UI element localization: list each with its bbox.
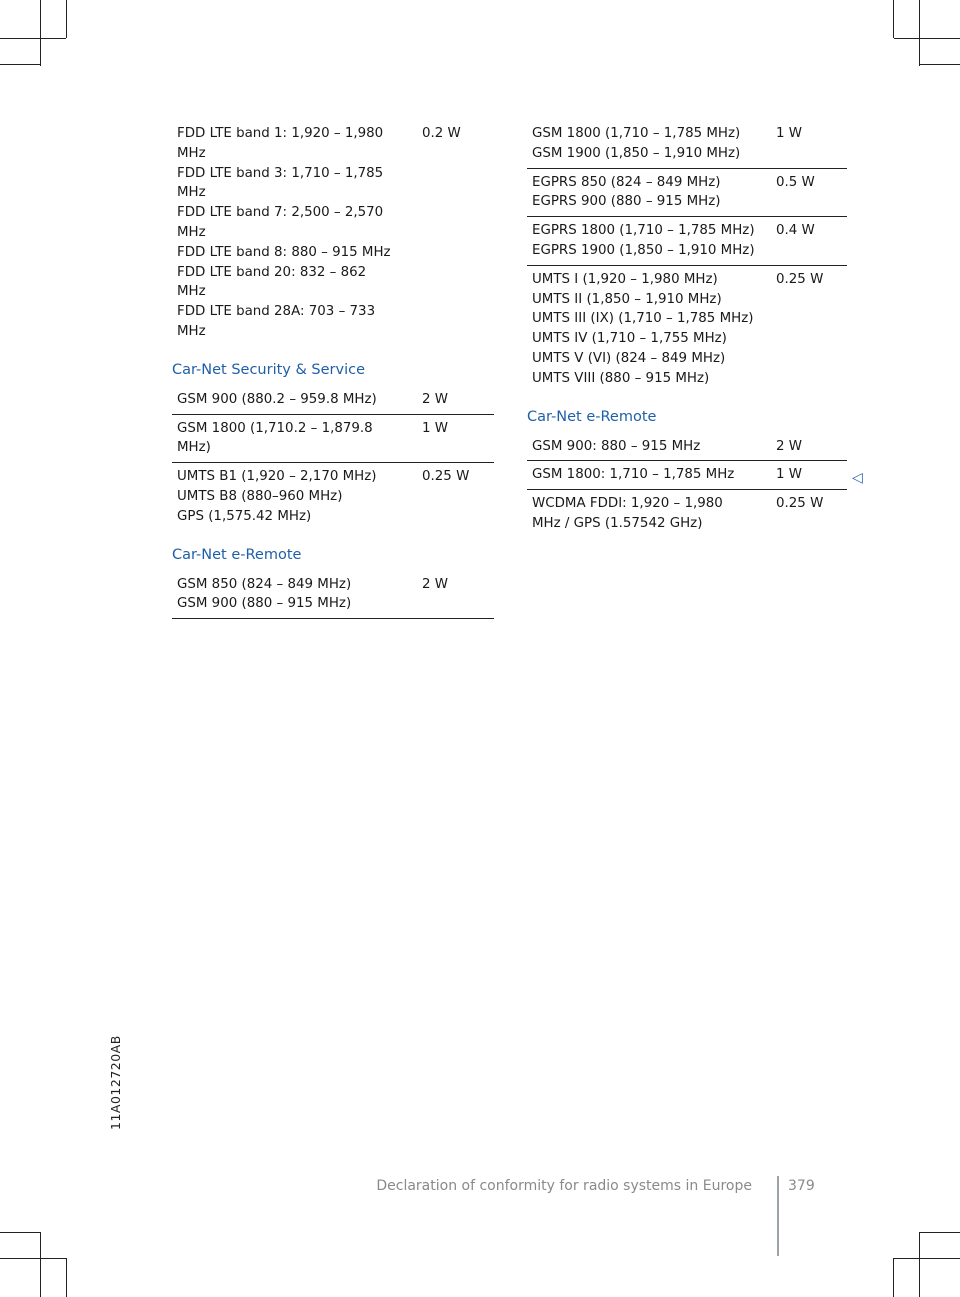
- crop-mark: [0, 1258, 66, 1259]
- band-line: GSM 900 (880.2 – 959.8 MHz): [177, 391, 377, 407]
- power-cell: 1 W: [776, 126, 803, 141]
- band-line: FDD LTE band 3: 1,710 – 1,785: [177, 165, 384, 181]
- e-remote-table: [172, 571, 494, 620]
- band-line: MHz: [177, 224, 206, 240]
- band-line: EGPRS 850 (824 – 849 MHz): [532, 174, 721, 190]
- gsm-umts-table: [527, 120, 847, 393]
- crop-mark: [0, 38, 66, 39]
- table-row: [172, 571, 494, 619]
- band-line: GSM 900 (880 – 915 MHz): [177, 596, 352, 612]
- footer-divider: [777, 1176, 779, 1256]
- lte-band-table: [172, 120, 494, 346]
- band-line: WCDMA FDDI: 1,920 – 1,980: [532, 496, 723, 512]
- crop-mark: [894, 1258, 960, 1259]
- table-row: [172, 414, 494, 463]
- band-cell: [527, 433, 771, 461]
- power-cell: 2 W: [422, 576, 449, 592]
- band-line: MHz): [177, 440, 211, 456]
- crop-mark: [0, 1232, 40, 1233]
- band-line: UMTS III (IX) (1,710 – 1,785 MHz): [532, 311, 754, 327]
- band-cell: [172, 463, 417, 531]
- crop-mark: [919, 1232, 920, 1297]
- footer-chapter-title: Declaration of conformity for radio systems in Europe: [376, 1178, 752, 1194]
- band-line: UMTS I (1,920 – 1,980 MHz): [532, 271, 718, 287]
- band-line: MHz: [177, 284, 206, 300]
- power-cell: 1 W: [422, 420, 449, 436]
- crop-mark: [893, 0, 894, 38]
- band-line: FDD LTE band 20: 832 – 862: [177, 264, 367, 280]
- section-heading-e-remote: Car-Net e-Remote: [172, 546, 302, 563]
- band-cell: [527, 461, 771, 490]
- table-row: [172, 120, 494, 346]
- band-line: UMTS VIII (880 – 915 MHz): [532, 370, 710, 386]
- band-line: UMTS II (1,850 – 1,910 MHz): [532, 291, 722, 307]
- power-cell: 0.25 W: [422, 469, 470, 485]
- section-heading-e-remote: Car-Net e-Remote: [527, 408, 657, 425]
- band-line: UMTS V (VI) (824 – 849 MHz): [532, 350, 726, 366]
- table-row: [172, 463, 494, 531]
- band-line: EGPRS 1900 (1,850 – 1,910 MHz): [532, 242, 755, 258]
- band-line: FDD LTE band 8: 880 – 915 MHz: [177, 244, 391, 260]
- band-line: GSM 1800 (1,710.2 – 1,879.8: [177, 420, 373, 436]
- power-cell: 0.25 W: [776, 496, 824, 512]
- band-line: MHz: [177, 323, 206, 339]
- document-code: 11A012720AB: [108, 1035, 123, 1130]
- band-line: GSM 850 (824 – 849 MHz): [177, 576, 352, 592]
- band-line: FDD LTE band 28A: 703 – 733: [177, 304, 376, 320]
- band-line: FDD LTE band 7: 2,500 – 2,570: [177, 205, 384, 221]
- band-cell: [172, 414, 417, 463]
- band-line: FDD LTE band 1: 1,920 – 1,980: [177, 126, 384, 141]
- crop-mark: [919, 0, 920, 66]
- band-line: GSM 900: 880 – 915 MHz: [532, 438, 701, 454]
- power-cell: 1 W: [776, 467, 803, 483]
- e-remote-table: [527, 433, 847, 538]
- crop-mark: [893, 1258, 894, 1297]
- band-line: MHz: [177, 185, 206, 201]
- crop-mark: [920, 1232, 960, 1233]
- crop-mark: [920, 64, 960, 65]
- table-row: [527, 120, 847, 168]
- band-cell: [172, 386, 417, 414]
- power-cell: 0.4 W: [776, 223, 815, 239]
- power-cell: 2 W: [776, 438, 803, 454]
- security-service-table: [172, 386, 494, 531]
- page-number: 379: [788, 1178, 815, 1194]
- section-heading-security-service: Car-Net Security & Service: [172, 361, 365, 378]
- crop-mark: [0, 64, 40, 65]
- band-cell: [172, 571, 417, 619]
- band-line: UMTS IV (1,710 – 1,755 MHz): [532, 331, 727, 347]
- band-cell: [527, 120, 771, 168]
- table-row: [527, 217, 847, 266]
- band-line: GSM 1800: 1,710 – 1,785 MHz: [532, 467, 735, 483]
- power-cell: 0.5 W: [776, 174, 815, 190]
- power-cell: 0.25 W: [776, 271, 824, 287]
- right-column: [527, 120, 847, 538]
- crop-mark: [66, 0, 67, 38]
- band-line: GPS (1,575.42 MHz): [177, 508, 312, 524]
- end-of-section-icon: ◁: [852, 470, 863, 486]
- crop-mark: [894, 38, 960, 39]
- left-column: [172, 120, 494, 619]
- crop-mark: [40, 0, 41, 66]
- power-cell: 0.2 W: [422, 126, 461, 141]
- table-row: [527, 461, 847, 490]
- band-cell: [527, 217, 771, 266]
- band-line: UMTS B1 (1,920 – 2,170 MHz): [177, 469, 377, 485]
- table-row: [172, 386, 494, 414]
- crop-mark: [40, 1232, 41, 1297]
- power-cell: 2 W: [422, 391, 449, 407]
- band-line: UMTS B8 (880–960 MHz): [177, 488, 343, 504]
- band-line: EGPRS 1800 (1,710 – 1,785 MHz): [532, 223, 755, 239]
- band-cell: [527, 265, 771, 392]
- band-line: MHz: [177, 145, 206, 161]
- crop-mark: [66, 1258, 67, 1297]
- table-row: [527, 433, 847, 461]
- band-cell: [172, 120, 417, 346]
- table-row: [527, 265, 847, 392]
- band-line: EGPRS 900 (880 – 915 MHz): [532, 194, 721, 210]
- table-row: [527, 168, 847, 217]
- table-row: [527, 490, 847, 538]
- band-cell: [527, 168, 771, 217]
- band-line: GSM 1800 (1,710 – 1,785 MHz): [532, 126, 741, 141]
- band-line: GSM 1900 (1,850 – 1,910 MHz): [532, 145, 741, 161]
- band-cell: [527, 490, 771, 538]
- band-line: MHz / GPS (1.57542 GHz): [532, 515, 703, 531]
